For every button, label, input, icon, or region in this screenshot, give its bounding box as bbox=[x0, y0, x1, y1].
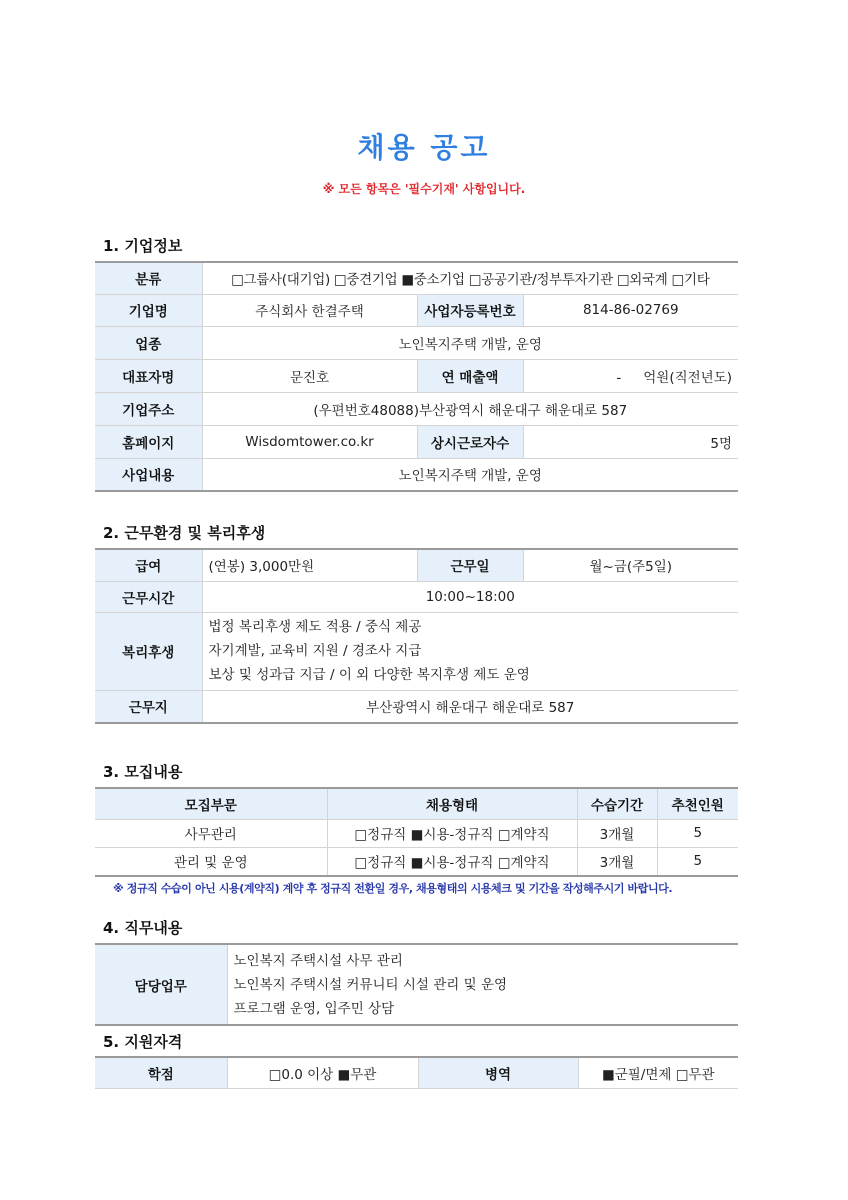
regno-value: 814-86-02769 bbox=[523, 294, 738, 326]
workday-label: 근무일 bbox=[417, 549, 523, 581]
sales-label: 연 매출액 bbox=[417, 359, 523, 392]
employees-value: 5명 bbox=[523, 425, 738, 458]
homepage-value: Wisdomtower.co.kr bbox=[202, 425, 417, 458]
duties-row bbox=[95, 944, 738, 1025]
ceo-row bbox=[95, 359, 738, 392]
benefits-label: 복리후생 bbox=[95, 612, 202, 690]
military-label: 병역 bbox=[418, 1057, 578, 1088]
homepage-row bbox=[95, 425, 738, 458]
benefit-item: 자기계발, 교육비 지원 / 경조사 지급 bbox=[208, 643, 422, 659]
recruit-header-row bbox=[95, 788, 738, 819]
qualification-row bbox=[95, 1057, 738, 1088]
company-category-row bbox=[95, 262, 738, 294]
sales-cell bbox=[523, 359, 738, 392]
recruit-probation: 3개월 bbox=[577, 847, 657, 876]
column-header: 채용형태 bbox=[327, 788, 577, 819]
hours-value: 10:00~18:00 bbox=[202, 581, 738, 612]
address-row bbox=[95, 392, 738, 425]
work-environment-table bbox=[95, 548, 738, 724]
company-name-label: 기업명 bbox=[95, 294, 202, 326]
section-work-environment-heading: 2. 근무환경 및 복리후생 bbox=[103, 524, 266, 542]
duties-table bbox=[95, 943, 738, 1026]
page-title: 채용 공고 bbox=[357, 131, 491, 164]
regno-label: 사업자등록번호 bbox=[417, 294, 523, 326]
recruit-count: 5 bbox=[657, 819, 738, 847]
workday-value: 월~금(주5일) bbox=[523, 549, 738, 581]
sales-value: 억원(직전년도) bbox=[643, 369, 733, 386]
table-row bbox=[95, 847, 738, 876]
industry-label: 업종 bbox=[95, 326, 202, 359]
duty-item: 노인복지 주택시설 사무 관리 bbox=[233, 952, 403, 969]
duty-item: 노인복지 주택시설 커뮤니티 시설 관리 및 운영 bbox=[233, 976, 508, 993]
benefits-row bbox=[95, 612, 738, 690]
section-duties-heading: 4. 직무내용 bbox=[103, 919, 183, 937]
address-label: 기업주소 bbox=[95, 392, 202, 425]
business-value: 노인복지주택 개발, 운영 bbox=[202, 458, 738, 491]
business-label: 사업내용 bbox=[95, 458, 202, 491]
industry-row bbox=[95, 326, 738, 359]
employees-label: 상시근로자수 bbox=[417, 425, 523, 458]
location-row bbox=[95, 690, 738, 723]
duties-label: 담당업무 bbox=[95, 944, 227, 1025]
duty-item: 프로그램 운영, 입주민 상담 bbox=[233, 1000, 395, 1017]
section-recruit-heading: 3. 모집내용 bbox=[103, 763, 183, 781]
sales-dash: - bbox=[616, 369, 622, 386]
recruit-type: □정규직 ■시용-정규직 □계약직 bbox=[327, 847, 577, 876]
homepage-label: 홈페이지 bbox=[95, 425, 202, 458]
section-company-info-heading: 1. 기업정보 bbox=[103, 237, 183, 255]
category-label: 분류 bbox=[95, 262, 202, 294]
column-header: 수습기간 bbox=[577, 788, 657, 819]
section-qualification-heading: 5. 지원자격 bbox=[103, 1033, 183, 1051]
hours-label: 근무시간 bbox=[95, 581, 202, 612]
location-label: 근무지 bbox=[95, 690, 202, 723]
salary-value: (연봉) 3,000만원 bbox=[202, 549, 417, 581]
company-name-value: 주식회사 한결주택 bbox=[202, 294, 417, 326]
recruit-table bbox=[95, 787, 738, 877]
benefit-item: 보상 및 성과급 지급 / 이 외 다양한 복지후생 제도 운영 bbox=[208, 667, 530, 683]
salary-row bbox=[95, 549, 738, 581]
company-info-table bbox=[95, 261, 738, 492]
hours-row bbox=[95, 581, 738, 612]
category-value: □그룹사(대기업) □중견기업 ■중소기업 □공공기관/정부투자기관 □외국계 □기타 bbox=[202, 262, 738, 294]
table-row bbox=[95, 819, 738, 847]
duties-list bbox=[227, 944, 738, 1025]
recruit-footnote: ※ 정규직 수습이 아닌 시용(계약직) 계약 후 정규직 전환일 경우, 채용형태의 시용체크 및 기간을 작성해주시기 바랍니다. bbox=[113, 882, 673, 895]
column-header: 추천인원 bbox=[657, 788, 738, 819]
recruit-division: 사무관리 bbox=[95, 819, 327, 847]
recruit-probation: 3개월 bbox=[577, 819, 657, 847]
gpa-value: □0.0 이상 ■무관 bbox=[227, 1057, 418, 1088]
company-name-row bbox=[95, 294, 738, 326]
recruit-division: 관리 및 운영 bbox=[95, 847, 327, 876]
benefits-list bbox=[202, 612, 738, 690]
salary-label: 급여 bbox=[95, 549, 202, 581]
business-row bbox=[95, 458, 738, 491]
required-notice: ※ 모든 항목은 '필수기재' 사항입니다. bbox=[322, 182, 526, 196]
gpa-label: 학점 bbox=[95, 1057, 227, 1088]
ceo-value: 문진호 bbox=[202, 359, 417, 392]
industry-value: 노인복지주택 개발, 운영 bbox=[202, 326, 738, 359]
qualification-table bbox=[95, 1056, 738, 1089]
location-value: 부산광역시 해운대구 해운대로 587 bbox=[202, 690, 738, 723]
military-value: ■군필/면제 □무관 bbox=[578, 1057, 738, 1088]
recruit-count: 5 bbox=[657, 847, 738, 876]
benefit-item: 법정 복리후생 제도 적용 / 중식 제공 bbox=[208, 619, 422, 635]
address-value: (우편번호48088)부산광역시 해운대구 해운대로 587 bbox=[202, 392, 738, 425]
recruit-type: □정규직 ■시용-정규직 □계약직 bbox=[327, 819, 577, 847]
column-header: 모집부문 bbox=[95, 788, 327, 819]
ceo-label: 대표자명 bbox=[95, 359, 202, 392]
